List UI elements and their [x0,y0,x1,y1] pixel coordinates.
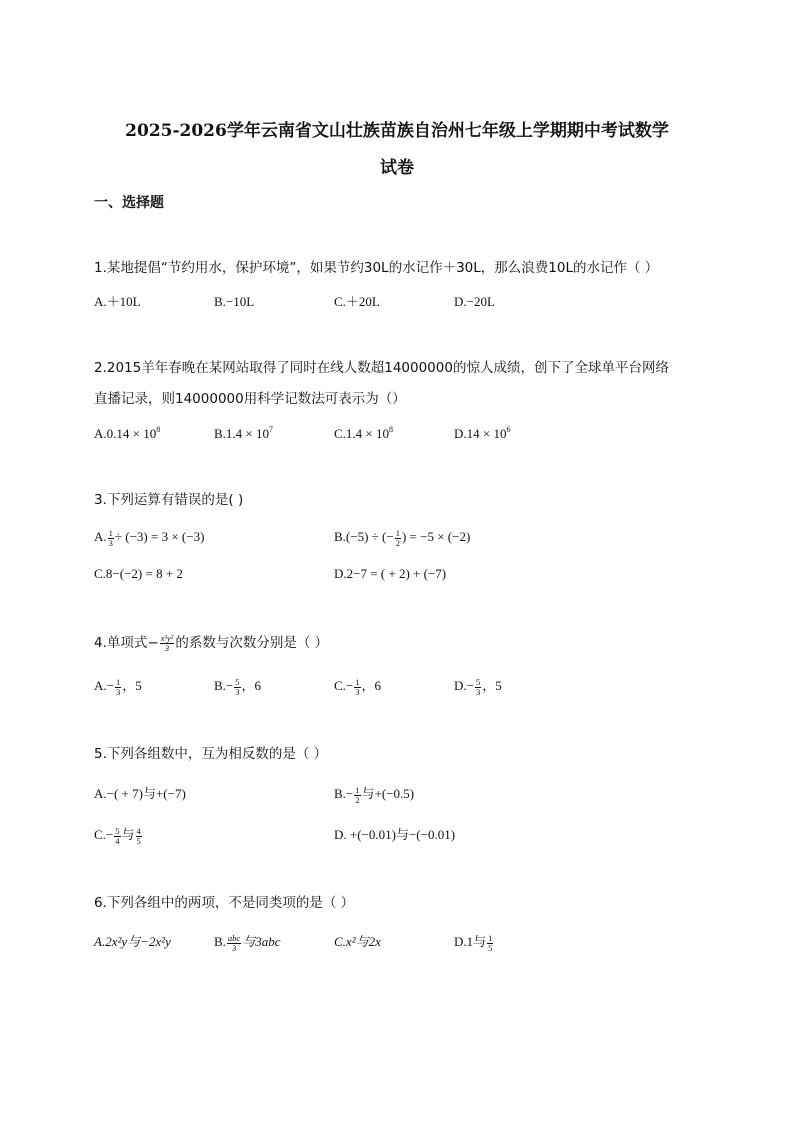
section-heading: 一、选择题 [94,195,164,211]
doc-title-line1: 2025-2026学年云南省文山壮族苗族自治州七年级上学期期中考试数学 [125,121,669,141]
q6-option-b: B. $\frac{\text{abc}}{3}$ 与3abc [214,932,281,953]
q2-option-b: $B.1.4 \times 10^7$ [214,425,274,441]
q4-option-c: C.− $\frac{1}{3}$ ，6 [334,676,382,697]
question-5-stem: 5.下列各组数中，互为相反数的是（ ） [94,746,328,762]
question-3-stem: 3.下列运算有错误的是( ) [94,492,244,508]
q1-option-d: D.−20L [454,294,495,309]
question-1-stem: 1.某地提倡“节约用水，保护环境”，如果节约30L的水记作＋30L，那么浪费10L的水记作（ ） [94,260,659,276]
q2-option-d: $D.14 \times 10^6$ [454,425,511,441]
q3-option-d: D.2−7 = ( + 2) + (−7) [334,566,447,581]
q2-option-c: $C.1.4 \times 10^8$ [334,425,394,441]
q6-option-d: D.1与 $\frac{1}{5}$ [454,932,493,953]
q4-option-b: B.− $\frac{5}{3}$ ，6 [214,676,262,697]
question-2-stem-line2: 直播记录，则14000000用科学记数法可表示为（） [94,391,406,407]
q3-option-a: A. $\frac{1}{3}$ ÷ (−3) = 3 × (−3) [94,527,205,548]
q4-option-a: A.− $\frac{1}{3}$ ，5 [94,676,142,697]
q5-option-c: C.− $\frac{5}{4}$ 与 $\frac{4}{5}$ [94,825,141,846]
q1-option-b: B.−10L [214,294,255,309]
q3-option-b: B.(−5) ÷ (− $\frac{1}{2}$ ) = −5 × (−2) [334,527,471,548]
q3-option-c: C.8−(−2) = 8 + 2 [94,566,183,581]
q2-option-a: $A.0.14 \times 10^8$ [94,425,161,441]
q1-option-c: C.＋20L [334,294,380,309]
q5-option-b: B.− $\frac{1}{2}$ 与+(−0.5) [334,784,415,805]
doc-title-line2: 试卷 [380,158,414,178]
question-6-stem: 6.下列各组中的两项，不是同类项的是（ ） [94,895,355,911]
q5-option-d: D. +(−0.01)与−(−0.01) [334,827,456,842]
q6-option-a: A.2x²y与−2x²y [94,934,171,949]
q5-option-a: A.−( + 7)与+(−7) [94,786,186,801]
q1-option-a: A.＋10L [94,294,141,309]
q4-option-d: D.− $\frac{5}{3}$ ，5 [454,676,502,697]
question-4-stem: 4.单项式− $\frac{\text{x³y²}}{3}$ 的系数与次数分别是（ ） [94,632,329,653]
question-2-stem-line1: 2.2015羊年春晚在某网站取得了同时在线人数超14000000的惊人成绩，创下了全球单平台网络 [94,360,669,376]
q6-option-c: C.x²与2x [334,934,381,949]
